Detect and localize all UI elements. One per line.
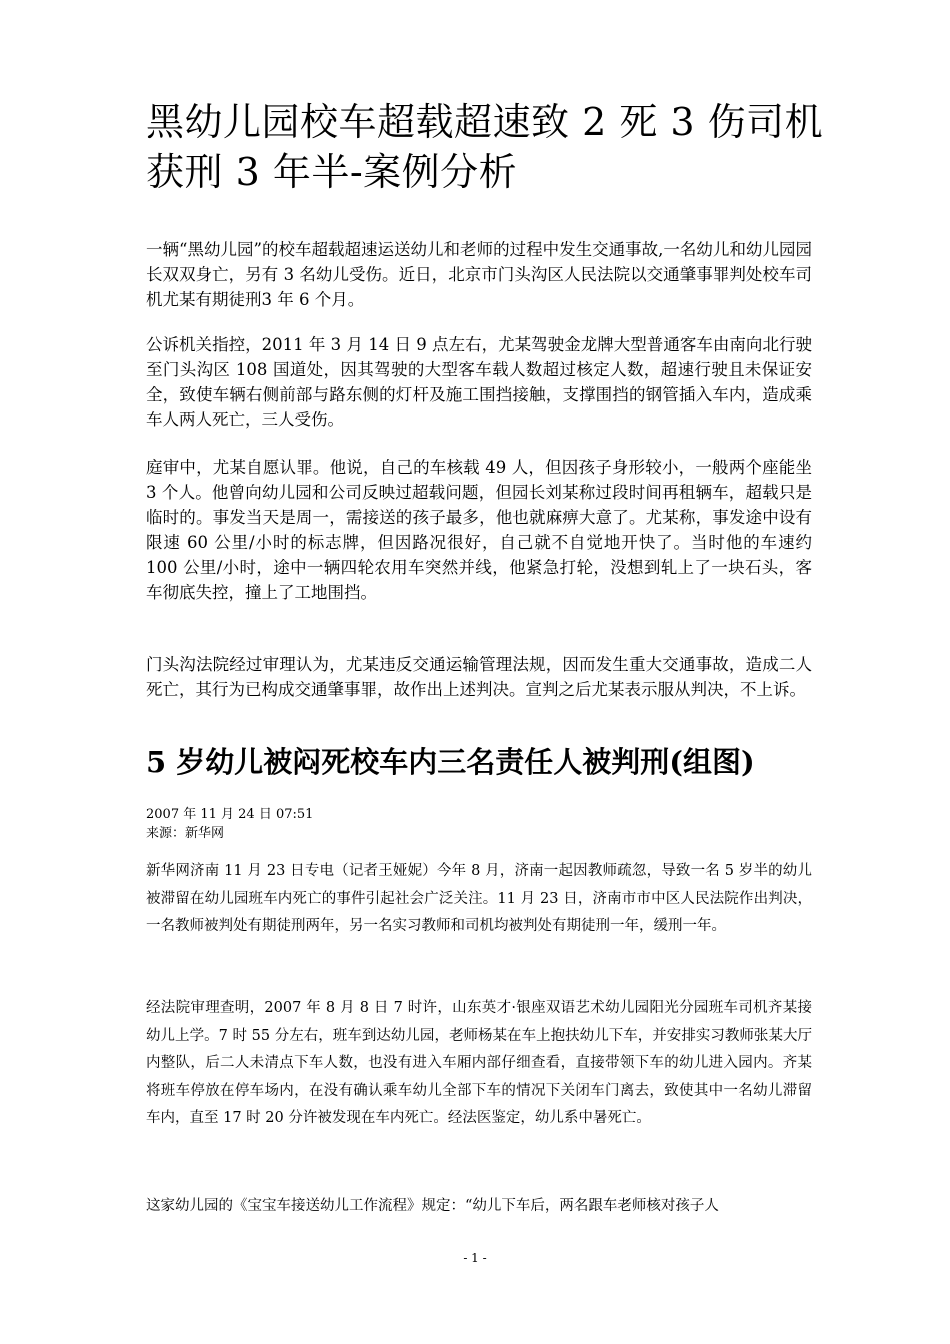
paragraph-court-findings: 经法院审理查明，2007 年 8 月 8 日 7 时许，山东英才·银座双语艺术幼儿园阳光分园班车司机齐某接幼儿上学。7 时 55 分左右，班车到达幼儿园，老师杨某在车上抱扶幼儿下车，并安排实习教师张某大厅内整队，后二人未清点下车人数，也没有进入车厢内部仔细查看，直接带领下车的幼儿进入园内。齐某将班车停放在停车场内，在没有确认乘车幼儿全部下车的情况下关闭车门离去，致使其中一名幼儿滞留车内，直至 17 时 20 分许被发现在车内死亡。经法医鉴定，幼儿系中暑死亡。 [146,1000,812,1126]
paragraph-verdict: 门头沟法院经过审理认为，尤某违反交通运输管理法规，因而发生重大交通事故，造成二人死亡，其行为已构成交通肇事罪，故作出上述判决。宣判之后尤某表示服从判决，不上诉。 [146,655,812,699]
article-source: 来源：新华网 [146,826,225,841]
document-title: 黑幼儿园校车超载超速致 2 死 3 伤司机获刑 3 年半-案例分析 [146,100,824,194]
paragraph-procedure: 这家幼儿园的《宝宝车接送幼儿工作流程》规定：“幼儿下车后，两名跟车老师核对孩子人 [146,1198,719,1214]
article-date: 2007 年 11 月 24 日 07:51 [146,807,314,822]
paragraph-prosecution: 公诉机关指控，2011 年 3 月 14 日 9 点左右，尤某驾驶金龙牌大型普通客车由南向北行驶至门头沟区 108 国道处，因其驾驶的大型客车载人数超过核定人数，超速行驶且未保证安全，致使车辆右侧前部与路东侧的灯杆及施工围挡接触，支撑围挡的钢管插入车内，造成乘车人两人死亡，三人受伤。 [146,335,812,429]
paragraph-news-lead: 新华网济南 11 月 23 日专电（记者王娅妮）今年 8 月，济南一起因教师疏忽，导致一名 5 岁半的幼儿被滞留在幼儿园班车内死亡的事件引起社会广泛关注。11 月 23 日，济南市市中区人民法院作出判决，一名教师被判处有期徒刑两年，另一名实习教师和司机均被判处有期徒刑一年，缓刑一年。 [146,863,812,934]
paragraph-trial: 庭审中，尤某自愿认罪。他说，自己的车核载 49 人，但因孩子身形较小，一般两个座能坐 3 个人。他曾向幼儿园和公司反映过超载问题，但园长刘某称过段时间再租辆车，超载只是临时的。事发当天是周一，需接送的孩子最多，他也就麻痹大意了。尤某称，事发途中设有限速 60 公里/小时的标志牌，但因路况很好，自己就不自觉地开快了。当时他的车速约 100 公里/小时，途中一辆四轮农用车突然并线，他紧急打轮，没想到轧上了一块石头，客车彻底失控，撞上了工地围挡。 [146,458,812,602]
section-heading: 5 岁幼儿被闷死校车内三名责任人被判刑(组图) [146,745,755,779]
page-number: - 1 - [463,1251,487,1265]
paragraph-intro: 一辆“黑幼儿园”的校车超载超速运送幼儿和老师的过程中发生交通事故,一名幼儿和幼儿园园长双双身亡，另有 3 名幼儿受伤。近日，北京市门头沟区人民法院以交通肇事罪判处校车司机尤某有期徒刑3 年 6 个月。 [146,240,812,309]
